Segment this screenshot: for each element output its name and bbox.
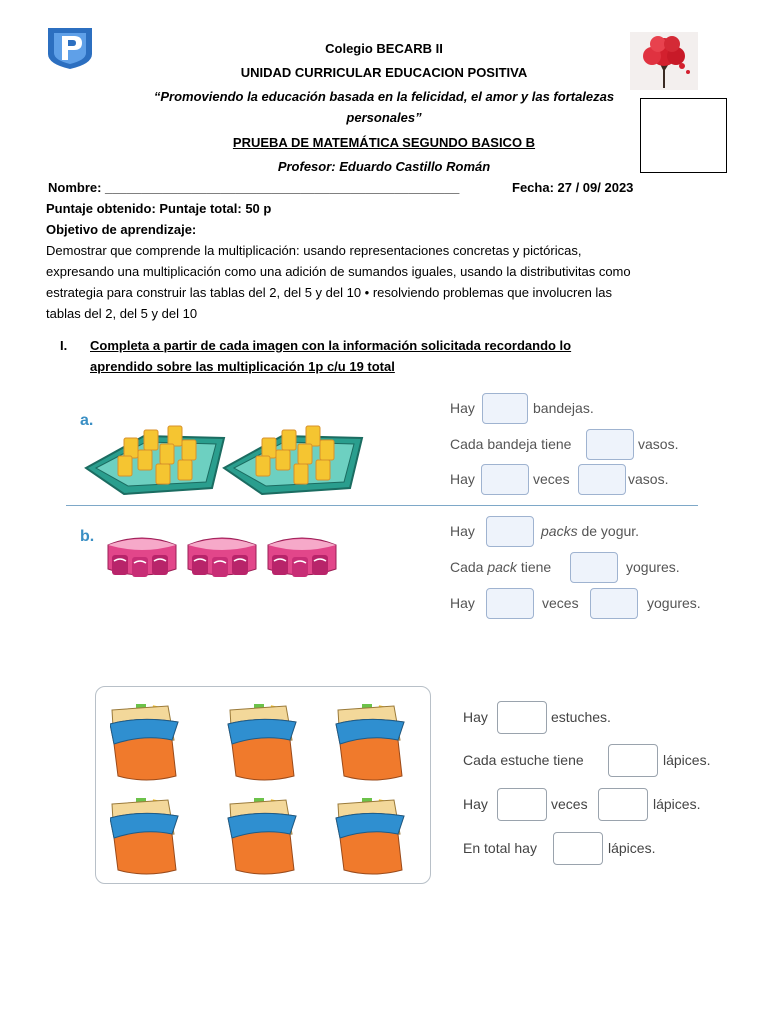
c-hay2: Hay [463,796,488,812]
divider [66,505,698,506]
a-vasos2: vasos. [628,471,669,487]
c-lapices3: lápices. [608,840,656,856]
objective-label: Objetivo de aprendizaje: [46,222,197,237]
test-title: PRUEBA DE MATEMÁTICA SEGUNDO BASICO B [232,135,536,150]
yogurt-packs-image [104,527,344,583]
objective-line: tablas del 2, del 5 y del 10 [46,306,198,321]
answer-box-a-vasos[interactable] [586,429,634,460]
answer-box-c-veces[interactable] [497,788,547,821]
b-cada: Cada [450,559,488,575]
c-estuches: estuches. [551,709,611,725]
objective-line: Demostrar que comprende la multiplicación: usando representaciones concretas y pictóricas, [46,243,582,258]
exercise-a-letter: a. [80,412,94,429]
answer-box-c-lapices[interactable] [608,744,658,777]
objective-line: estrategia para construir las tablas del 2, del 5 y del 10 • resolviendo problemas que involucren las [46,285,613,300]
answer-box-b-yogures[interactable] [570,552,618,583]
date-label: Fecha: 27 / 09/ 2023 [512,180,634,195]
objective-line: expresando una multiplicación como una adición de sumandos iguales, usando la distributivitas como [46,264,631,279]
section-instruction-line2: aprendido sobre las multiplicación 1p c/u 19 total [90,359,395,374]
a-bandejas: bandejas. [533,400,594,416]
unit-title: UNIDAD CURRICULAR EDUCACION POSITIVA [240,65,528,80]
answer-box-a-bandejas[interactable] [482,393,528,424]
answer-box-b-veces[interactable] [486,588,534,619]
trays-with-glasses-image [84,408,374,498]
b-hay: Hay [450,523,475,539]
a-hay: Hay [450,400,475,416]
b-hay2: Hay [450,595,475,611]
c-cada-estuche: Cada estuche tiene [463,752,584,768]
motto-line2: personales” [346,110,422,125]
teacher-name: Profesor: Eduardo Castillo Román [277,159,491,174]
a-veces: veces [533,471,570,487]
c-lapices2: lápices. [653,796,701,812]
b-yogures: yogures. [626,559,680,575]
b-packs-line [541,523,639,539]
b-pack: pack [487,559,517,575]
section-instruction-line1: Completa a partir de cada imagen con la información solicitada recordando lo [90,338,572,353]
motto-line1: “Promoviendo la educación basada en la felicidad, el amor y las fortalezas [153,89,615,104]
answer-box-c-lapices2[interactable] [598,788,648,821]
name-field[interactable]: Nombre: _________________________________________________ [48,180,460,195]
c-lapices: lápices. [663,752,711,768]
b-packs: packs [541,523,578,539]
answer-box-c-total[interactable] [553,832,603,865]
answer-box-b-packs[interactable] [486,516,534,547]
answer-box-b-yogures2[interactable] [590,588,638,619]
b-veces: veces [542,595,579,611]
answer-box-c-estuches[interactable] [497,701,547,734]
exercise-b-letter: b. [80,528,95,545]
c-hay: Hay [463,709,488,725]
b-tiene: tiene [516,559,552,575]
c-veces: veces [551,796,588,812]
school-name: Colegio BECARB II [325,41,443,56]
answer-box-a-veces[interactable] [481,464,529,495]
a-hay2: Hay [450,471,475,487]
section-numeral: I. [60,338,68,353]
a-vasos: vasos. [638,436,679,452]
c-en-total: En total hay [463,840,537,856]
score-label: Puntaje obtenido: Puntaje total: 50 p [46,201,272,216]
pencil-cases-image [110,690,420,878]
answer-box-a-vasos2[interactable] [578,464,626,495]
b-cada-pack-line [450,559,551,575]
b-yogures2: yogures. [647,595,701,611]
a-cada-bandeja: Cada bandeja tiene [450,436,572,452]
b-de-yogur: de yogur. [577,523,640,539]
